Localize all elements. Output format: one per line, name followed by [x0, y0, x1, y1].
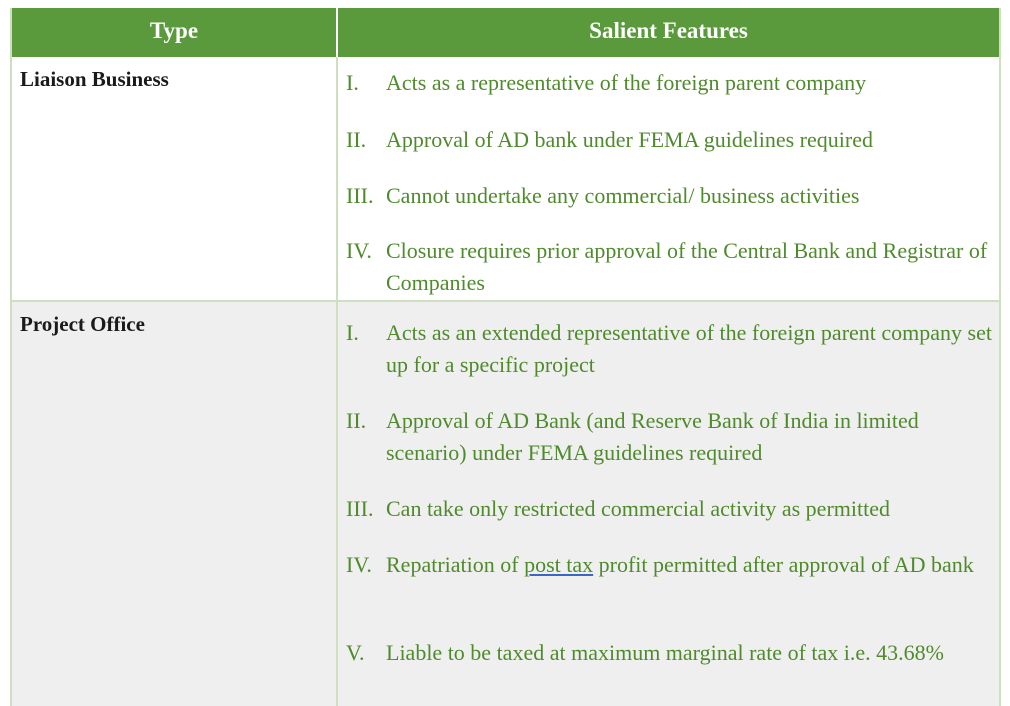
feature-item — [338, 493, 999, 525]
feature-text: Liable to be taxed at maximum marginal rate of tax i.e. 43.68% — [386, 640, 944, 665]
table-row-liaison-business — [12, 57, 999, 302]
feature-item — [338, 235, 999, 299]
feature-item — [338, 124, 999, 156]
feature-number: I. — [346, 320, 359, 345]
feature-number: II. — [346, 408, 367, 433]
feature-number: II. — [346, 127, 367, 152]
feature-item — [338, 317, 999, 381]
feature-text-before: Repatriation of — [386, 552, 525, 577]
spellcheck-underlined-text[interactable]: post tax — [524, 552, 594, 577]
feature-text: Cannot undertake any commercial/ business activities — [386, 183, 860, 208]
feature-text-after: profit permitted after approval of AD bank — [593, 552, 974, 577]
type-cell: Project Office — [12, 302, 338, 706]
feature-text: Approval of AD Bank (and Reserve Bank of India in limited scenario) under FEMA guidelines required — [386, 408, 919, 465]
table-header — [12, 8, 999, 57]
feature-number: IV. — [346, 552, 372, 577]
feature-text: Approval of AD bank under FEMA guidelines required — [386, 127, 873, 152]
feature-text: Acts as a representative of the foreign parent company — [386, 70, 867, 95]
header-type: Type — [12, 8, 338, 57]
feature-number: V. — [346, 640, 365, 665]
features-cell — [338, 302, 999, 706]
feature-text: Acts as an extended representative of the foreign parent company set up for a specific project — [386, 320, 992, 377]
feature-number: III. — [346, 183, 374, 208]
feature-number: I. — [346, 70, 359, 95]
feature-number: IV. — [346, 238, 372, 263]
feature-text: Closure requires prior approval of the Central Bank and Registrar of Companies — [386, 238, 988, 295]
feature-item — [338, 405, 999, 469]
feature-text — [386, 549, 995, 581]
feature-item — [338, 67, 999, 99]
table-row-project-office — [12, 302, 999, 706]
header-salient-features: Salient Features — [589, 18, 748, 43]
features-cell — [338, 57, 999, 300]
features-table — [10, 8, 1001, 706]
feature-text: Can take only restricted commercial activity as permitted — [386, 496, 890, 521]
feature-item — [338, 549, 999, 581]
feature-item — [338, 180, 999, 212]
type-cell: Liaison Business — [12, 57, 338, 300]
feature-item — [338, 637, 999, 669]
feature-number: III. — [346, 496, 374, 521]
